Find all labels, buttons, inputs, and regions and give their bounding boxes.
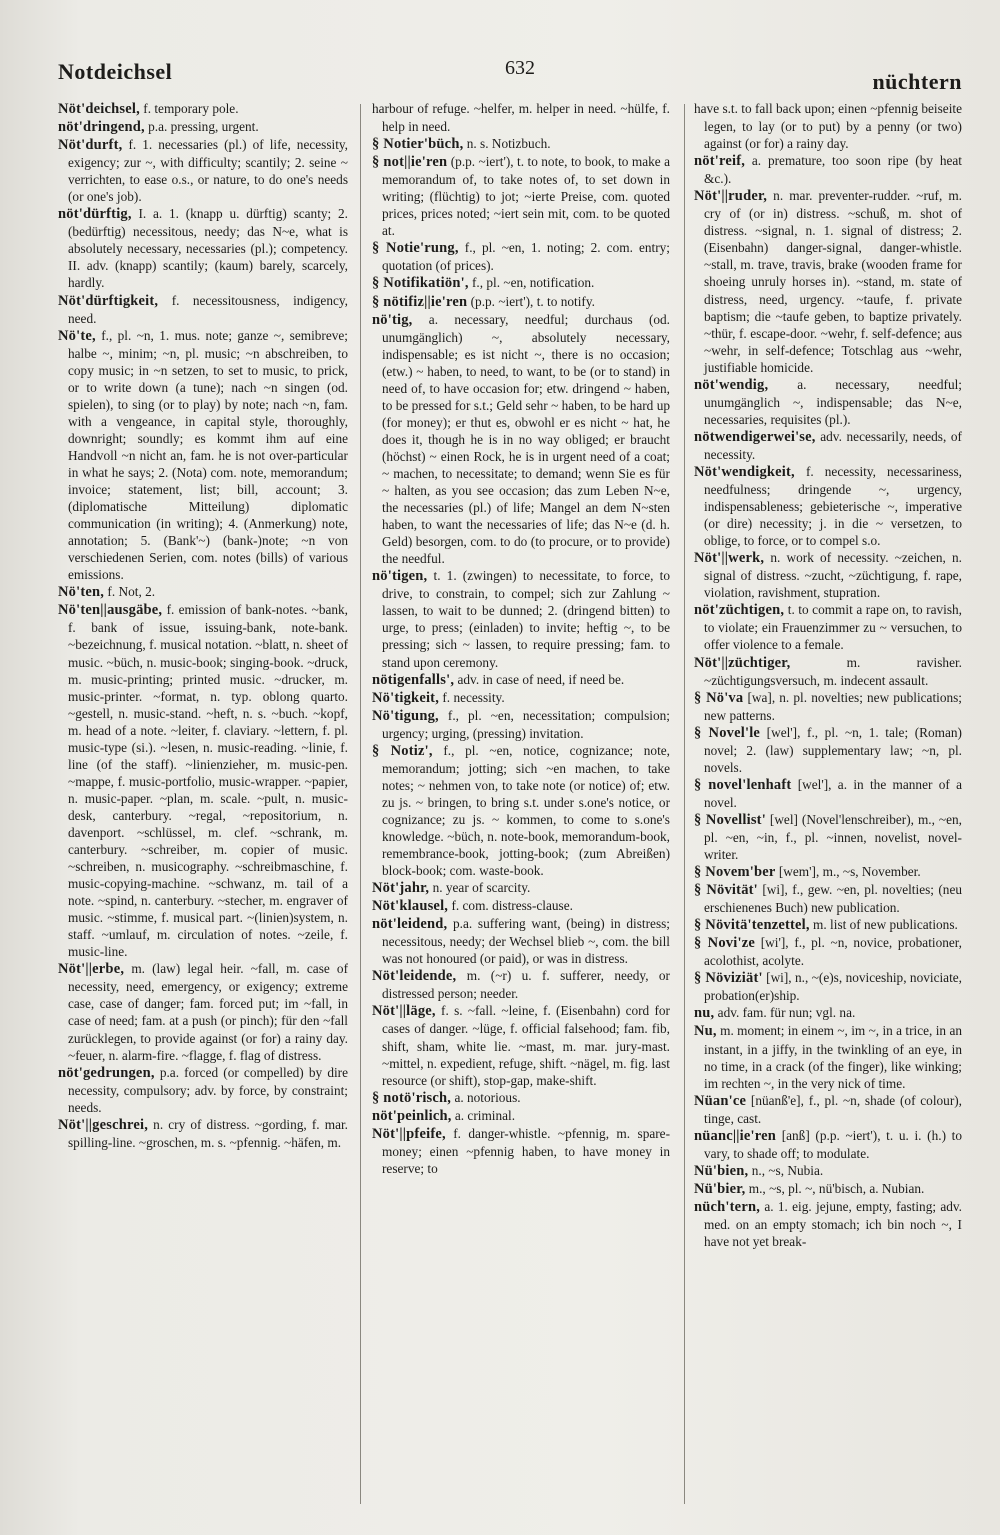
entry-definition: [nüanß'e], f., pl. ~n, shade (of colour), tinge, cast. [704,1092,962,1126]
entry-headword: § Nö'va [694,689,744,706]
dictionary-entry [372,239,670,274]
entry-headword: Nu, [694,1023,717,1040]
entry-headword: nötwendigerwei'se, [694,428,816,445]
dictionary-entry [58,1064,348,1116]
entry-definition: f. temporary pole. [139,101,239,116]
entry-headword: § novel'lenhaft [694,776,792,793]
entry-headword: § Novel'le [694,724,761,741]
entry-definition: [anß] (p.p. ~iert'), t. u. i. (h.) to vary, to shade off; to modulate. [704,1127,962,1161]
dictionary-entry [58,205,348,291]
entry-definition: (p.p. ~iert'), t. to notify. [467,293,595,309]
entry-headword: Nöt'deichsel, [58,101,140,117]
entry-definition: t. to commit a rape on, to ravish, to violate; ein Frauenzimmer zu ~ versuchen, to offer violence to a female. [704,602,962,653]
entry-headword: nötigenfalls', [372,671,455,688]
entry-definition: f. necessitousness, indigency, need. [68,292,348,326]
header-left-catchword: Notdeichsel [58,59,173,84]
entry-definition: harbour of refuge. ~helfer, m. helper in need. ~hülfe, f. help in need. [372,101,670,135]
entry-definition: [wel] (Novel'lenschreiber), m., ~en, pl. ~en, ~in, f., pl. ~innen, novelist, novel-writer. [704,811,962,863]
entry-definition: f., pl. ~en, 1. noting; 2. com. entry; quotation (of prices). [382,240,670,274]
dictionary-entry [694,1162,962,1180]
entry-definition: a. premature, too soon ripe (by heat &c.). [704,153,962,187]
entry-definition: I. a. 1. (knapp u. dürftig) scanty; 2. (bedürftig) necessitous, needy; das N~e, what is absolutely necessary, necessaries (pl.); competency. II. adv. (knapp) scantily; (kaum) barely, scarcely, hardly. [68,206,348,291]
entry-headword: § Notiz', [372,742,433,759]
entry-definition: n. work of necessity. ~zeichen, n. signal of distress. ~zucht, ~züchtigung, f. rape, violation, ravishment, stupration. [704,550,962,601]
entry-headword: Nöt'||ruder, [694,188,768,205]
entry-headword: nöt'reif, [694,153,746,170]
dictionary-entry [694,916,962,934]
dictionary-entry [694,881,962,916]
entry-headword: Nüan'ce [694,1092,747,1109]
dictionary-entry [372,1107,670,1125]
entry-definition: m. (law) legal heir. ~fall, m. case of necessity, need, emergency, or exigency; extreme case, case of danger; fam. forced put; im ~fall, in case of need; fam. at a push (or pinch); für den ~fall zurücklegen, to provide against (or for) a rainy day. ~feuer, n. alarm-fire. ~flagge, f. flag of distress. [68,961,348,1063]
dictionary-entry [58,583,348,601]
entry-definition: f., pl. ~en, notice, cognizance; note, memorandum; jotting; sich ~en machen, to take notes; ~ nehmen von, to take note (or notice) of; etw. zu js. ~ bringen, to bring s.t. under s.one's notice, or cognizance; zu js. ~ kommen, to come to s.one's knowledge. ~büch, n. note-book, memorandum-book, remembrance-book, jotting-book; (zum Abreißen) block-book; com. waste-book. [382,742,670,879]
dictionary-entry [372,311,670,568]
dictionary-entry [694,549,962,601]
entry-headword: nö'tigen, [372,568,428,585]
entry-headword: § Novem'ber [694,864,776,881]
entry-definition: n. s. Notizbuch. [463,136,551,152]
entry-definition: f. danger-whistle. ~pfennig, m. spare-money; einen ~pfennig haben, to have money in reserve; to [382,1125,670,1176]
column-2 [372,100,670,1510]
entry-headword: Nöt'jahr, [372,880,430,897]
entry-definition: adv. in case of need, if need be. [454,671,625,687]
entry-headword: Nöt'||werk, [694,550,765,567]
entry-definition: f., pl. ~en, notification. [468,275,595,291]
entry-headword: Nö'te, [58,327,96,344]
entry-definition: f. com. distress-clause. [448,898,573,914]
dictionary-entry [694,100,962,152]
entry-definition: f., pl. ~n, 1. mus. note; ganze ~, semibreve; halbe ~, minim; ~n, pl. music; ~n abschreiben, to copy music; in ~n setzen, to set to music, to prick, or to write down (a tune); nach ~n singen (od. spielen), to sing (or to play) by note; nach ~n, fam. with a vengeance, in capital style, thoroughly, downright; soundly; es kommt ihm auf eine Handvoll ~n nicht an, fam. he is not over-particular in what he says; 2. (Nota) com. note, memorandum; invoice; statement, list; bill, account; 3. (diplomatische Mitteilung) diplomatic communication (in writing); 4. (Anmerkung) note, annotation; 5. (Bank'~) (bank-)note; ~n von verschiedenen Serien, com. notes (bills) of various emissions. [68,327,348,583]
entry-definition: a. 1. eig. jejune, empty, fasting; adv. med. on an empty stomach; ich bin noch ~, I have not yet break- [704,1198,962,1250]
dictionary-entry [694,1198,962,1250]
dictionary-entry [372,1002,670,1088]
entry-definition: a. criminal. [451,1107,516,1123]
dictionary-entry [694,724,962,776]
entry-definition: m. (~r) u. f. sufferer, needy, or distressed person; needer. [382,968,670,1002]
dictionary-entry [372,293,670,311]
dictionary-entry [58,601,348,960]
dictionary-entry [694,187,962,376]
entry-definition: [wel'], f., pl. ~n, 1. tale; (Roman) novel; 2. (law) supplementary law; ~n, pl. novels. [704,724,962,775]
entry-definition: m. ravisher. ~züchtigungsversuch, m. indecent assault. [704,654,962,688]
entry-headword: nöt'gedrungen, [58,1064,155,1081]
dictionary-entry [694,463,962,549]
entry-headword: Nö'ten||ausgäbe, [58,602,163,619]
dictionary-entry [372,1125,670,1177]
entry-headword: nöt'dringend, [58,119,145,136]
dictionary-entry [58,100,348,118]
entry-headword: § Növität' [694,882,758,899]
dictionary-entry [372,567,670,670]
dictionary-entry [694,811,962,863]
dictionary-entry [694,152,962,187]
entry-headword: § Notifikatiön', [372,275,469,292]
entry-headword: Nöt'||läge, [372,1003,436,1020]
entry-headword: Nö'ten, [58,584,105,601]
dictionary-entry [694,376,962,428]
dictionary-entry [372,100,670,135]
entry-definition: f. 1. necessaries (pl.) of life, necessity, exigency; zur ~, with difficulty; scantily; 2. seine ~ verrichten, to ease o.s., or nature, to do one's needs (or one's job). [68,137,348,205]
entry-definition: n. year of scarcity. [429,880,531,896]
dictionary-entry [58,960,348,1063]
entry-definition: [wi], n., ~(e)s, noviceship, noviciate, probation(er)ship. [704,970,962,1004]
dictionary-entry [694,969,962,1004]
entry-definition: p.a. pressing, urgent. [144,119,259,135]
dictionary-entry [694,1092,962,1127]
column-1 [58,100,348,1510]
entry-definition: m. list of new publications. [809,917,958,933]
dictionary-entry [372,742,670,879]
entry-headword: nüch'tern, [694,1198,761,1215]
entry-headword: nö'tig, [372,311,413,328]
entry-headword: Nöt'leidende, [372,968,457,985]
dictionary-entry [58,136,348,205]
entry-headword: Nö'tigkeit, [372,689,440,706]
page-number: 632 [505,57,535,79]
dictionary-entry [694,1180,962,1198]
dictionary-entry [372,897,670,915]
dictionary-entry [372,879,670,897]
entry-definition: p.a. forced (or compelled) by dire necessity, compulsory; adv. by force, by constraint; needs. [68,1064,348,1115]
header-right-catchword: nüchtern [872,69,962,94]
entry-definition: t. 1. (zwingen) to necessitate, to force, to drive, to constrain, to compel; sich zur Zahlung ~ lassen, to wait to be dunned; 2. (dringend bitten) to urge, to press; (einladen) to invite; heftig ~, to be pressing; sich ~ lassen, to require pressing; fam. to stand upon ceremony. [382,568,670,670]
entry-headword: Nöt'||pfeife, [372,1125,446,1142]
entry-definition: (p.p. ~iert'), t. to note, to book, to make a memorandum of, to take notes of, to set down in writing; (flüchtig) to jot; ~ierte Preise, com. quoted prices, prices noted; ~iert sein mit, com. to be quoted at. [382,154,670,239]
dictionary-entry [372,689,670,707]
entry-headword: § Notier'büch, [372,136,464,153]
dictionary-entry [372,671,670,689]
dictionary-entry [694,1004,962,1022]
entry-definition: f. s. ~fall. ~leine, f. (Eisenbahn) cord for cases of danger. ~lüge, f. official falsehood; fam. fib, shift, sham, white lie. ~mast, m. mar. jury-mast. ~mittel, n. expedient, refuge, shift. ~nägel, m. fig. last resource (or shift), stop-gap, make-shift. [382,1003,670,1088]
column-divider [684,104,685,1504]
entry-definition: [wem'], m., ~s, November. [775,864,921,880]
entry-headword: Nü'bier, [694,1180,746,1197]
entry-headword: nu, [694,1005,715,1022]
entry-definition: f. emission of bank-notes. ~bank, f. bank of issue, issuing-bank, note-bank. ~bezeichnung, f. musical notation. ~blatt, n. sheet of music. ~büch, n. music-book; singing-book. ~druck, m. music-printing; printed music. ~drucker, m. music-printer. ~format, n. typ. oblong quarto. ~gestell, n. music-stand. ~heft, n. s. ~buch. ~kopf, m. head of a note. ~leiter, f. claviary. ~lettern, f. pl. music-type (si.). ~lesen, n. music-reading. ~linie, f. line (of the staff). ~linienzieher, m. music-pen. ~mappe, f. music-portfolio, music-wrapper. ~papier, n. music-paper. ~plan, m. scale. ~pult, n. music-desk, canterbury. ~regal, ~repositorium, n. davenport. ~schlüssel, m. clef. ~schrank, m. canterbury. ~schreiber, m. copier of music. ~schreiben, n. musicography. ~schreibmaschine, f. music-copying-machine. ~schwanz, m. tail of a note. ~spind, n. canterbury. ~stecher, m. engraver of music. ~stimme, f. musical part. ~(linien)system, n. staff. ~umlauf, m. circulation of notes. ~zeile, f. music-line. [68,602,348,960]
entry-definition: f. necessity, necessariness, needfulness; dringende ~, urgency, indispensableness; gebieterische ~, imperative (or dire) necessity; j. in die ~ versetzen, to oblige, to force, or to compel s.o. [704,463,962,549]
entry-headword: Nü'bien, [694,1162,749,1179]
entry-definition: [wa], n. pl. novelties; new publications; new patterns. [704,689,962,723]
entry-headword: § Növitä'tenzettel, [694,917,810,934]
entry-headword: nöt'züchtigen, [694,602,785,619]
entry-definition: f. Not, 2. [104,584,156,600]
entry-headword: Nöt'||erbe, [58,961,125,978]
dictionary-entry [58,1116,348,1151]
entry-headword: § notö'risch, [372,1089,452,1106]
entry-definition: p.a. suffering want, (being) in distress; necessitous, needy; der Wechsel blieb ~, com. the bill was not honoured (or paid), or was in distress. [382,916,670,967]
dictionary-entry [58,327,348,584]
entry-definition: [wi], f., gew. ~en, pl. novelties; (neu erschienenes Buch) new publication. [704,882,962,916]
entry-definition: a. necessary, needful; durchaus (od. unumgänglich) ~, absolutely necessary, indispensable; es ist nicht ~, there is no occasion; (etw.) ~ haben, to need, to want, to be (or to stand) in need of, to have occasion for; etw. dringend ~ haben, to be pressed for s.t.; Geld sehr ~ haben, to be hard up (for money); er thut es, obwohl er es nicht ~ hat, he does it, though he is in no way obliged; er braucht (höchst) ~ einen Rock, he is in urgent need of a coat; ~ machen, to necessitate; to demand; wenn Sie es für ~ halten, as you see occasion; das zum Leben N~e, the necessaries (pl.) of life; Mangel an dem N~sten haben, to want the necessaries of life; das N~e (d. h. Geld) besorgen, com. to do (to procure, or to provide) the needful. [382,311,670,567]
entry-definition: adv. necessarily, needs, of necessity. [704,428,962,462]
page-header [58,55,962,95]
dictionary-entry [694,1127,962,1162]
entry-headword: § nötifiz||ie'ren [372,293,468,310]
dictionary-entry [372,707,670,742]
dictionary-entry [694,934,962,969]
entry-headword: nöt'dürftig, [58,206,132,223]
entry-headword: § Növiziät' [694,970,763,987]
entry-definition: n., ~s, Nubia. [748,1162,824,1178]
dictionary-entry [372,1089,670,1107]
entry-headword: nöt'wendig, [694,376,769,393]
dictionary-entry [58,118,348,136]
entry-definition: a. notorious. [451,1089,521,1105]
entry-headword: nüanc||ie'ren [694,1127,777,1144]
entry-headword: Nöt'||züchtiger, [694,654,791,671]
entry-headword: § Notie'rung, [372,240,459,257]
entry-headword: Nöt'dürftigkeit, [58,292,159,309]
dictionary-entry [694,654,962,689]
dictionary-entry [694,601,962,653]
column-divider [360,104,361,1504]
dictionary-entry [694,776,962,811]
dictionary-entry [58,292,348,327]
dictionary-entry [694,1022,962,1091]
entry-definition: m., ~s, pl. ~, nü'bisch, a. Nubian. [745,1180,925,1196]
entry-headword: Nö'tigung, [372,707,439,724]
entry-definition: n. mar. preventer-rudder. ~ruf, m. cry of (or in) distress. ~schuß, m. shot of distress. ~signal, n. 1. signal of distress; 2. (Eisenbahn) danger-signal, danger-whistle. ~stall, m. trave, travis, brake (wooden frame for shoeing unruly horses in). ~stand, m. state of distress, need, urgency. ~taufe, f. private baptism; die ~taufe geben, to baptize privately. ~thür, f. escape-door. ~wehr, f. self-defence; aus ~wehr, in self-defence; Totschlag aus ~wehr, justifiable homicide. [704,188,962,375]
entry-definition: a. necessary, needful; unumgänglich ~, indispensable; das N~e, necessaries, requisites (pl.). [704,376,962,427]
entry-headword: nöt'leidend, [372,916,448,933]
entry-definition: n. cry of distress. ~gording, f. mar. spilling-line. ~groschen, m. s. ~pfennig. ~häfen, m. [68,1116,348,1150]
dictionary-entry [372,153,670,239]
entry-definition: f., pl. ~en, necessitation; compulsion; urgency; urging, (pressing) invitation. [382,707,670,741]
entry-headword: Nöt'klausel, [372,898,449,915]
entry-definition: m. moment; in einem ~, im ~, in a trice, in an instant, in a jiffy, in the twinkling of an eye, in no time, in a crack (of the finger), like winking; im rechten ~, in the very nick of time. [704,1023,962,1091]
entry-definition: have s.t. to fall back upon; einen ~pfennig beiseite legen, to lay (or to put) by a penny (or two) against (or for) a rainy day. [694,101,962,152]
column-3 [694,100,962,1510]
entry-headword: § not||ie'ren [372,154,448,171]
entry-headword: § Novellist' [694,811,766,828]
dictionary-entry [694,863,962,881]
dictionary-entry [372,274,670,292]
entry-definition: [wi'], f., pl. ~n, novice, probationer, acolothist, acolyte. [704,935,962,969]
entry-headword: nöt'peinlich, [372,1107,452,1124]
dictionary-entry [694,428,962,463]
entry-headword: Nöt'wendigkeit, [694,463,795,480]
entry-headword: Nöt'||geschrei, [58,1116,149,1133]
entry-definition: adv. fam. für nun; vgl. na. [714,1005,856,1021]
entry-headword: § Novi'ze [694,935,755,952]
dictionary-entry [694,689,962,724]
entry-headword: Nöt'durft, [58,137,123,154]
dictionary-entry [372,915,670,967]
dictionary-entry [372,967,670,1002]
entry-definition: f. necessity. [439,689,505,705]
entry-definition: [wel'], a. in the manner of a novel. [704,776,962,810]
dictionary-entry [372,135,670,153]
